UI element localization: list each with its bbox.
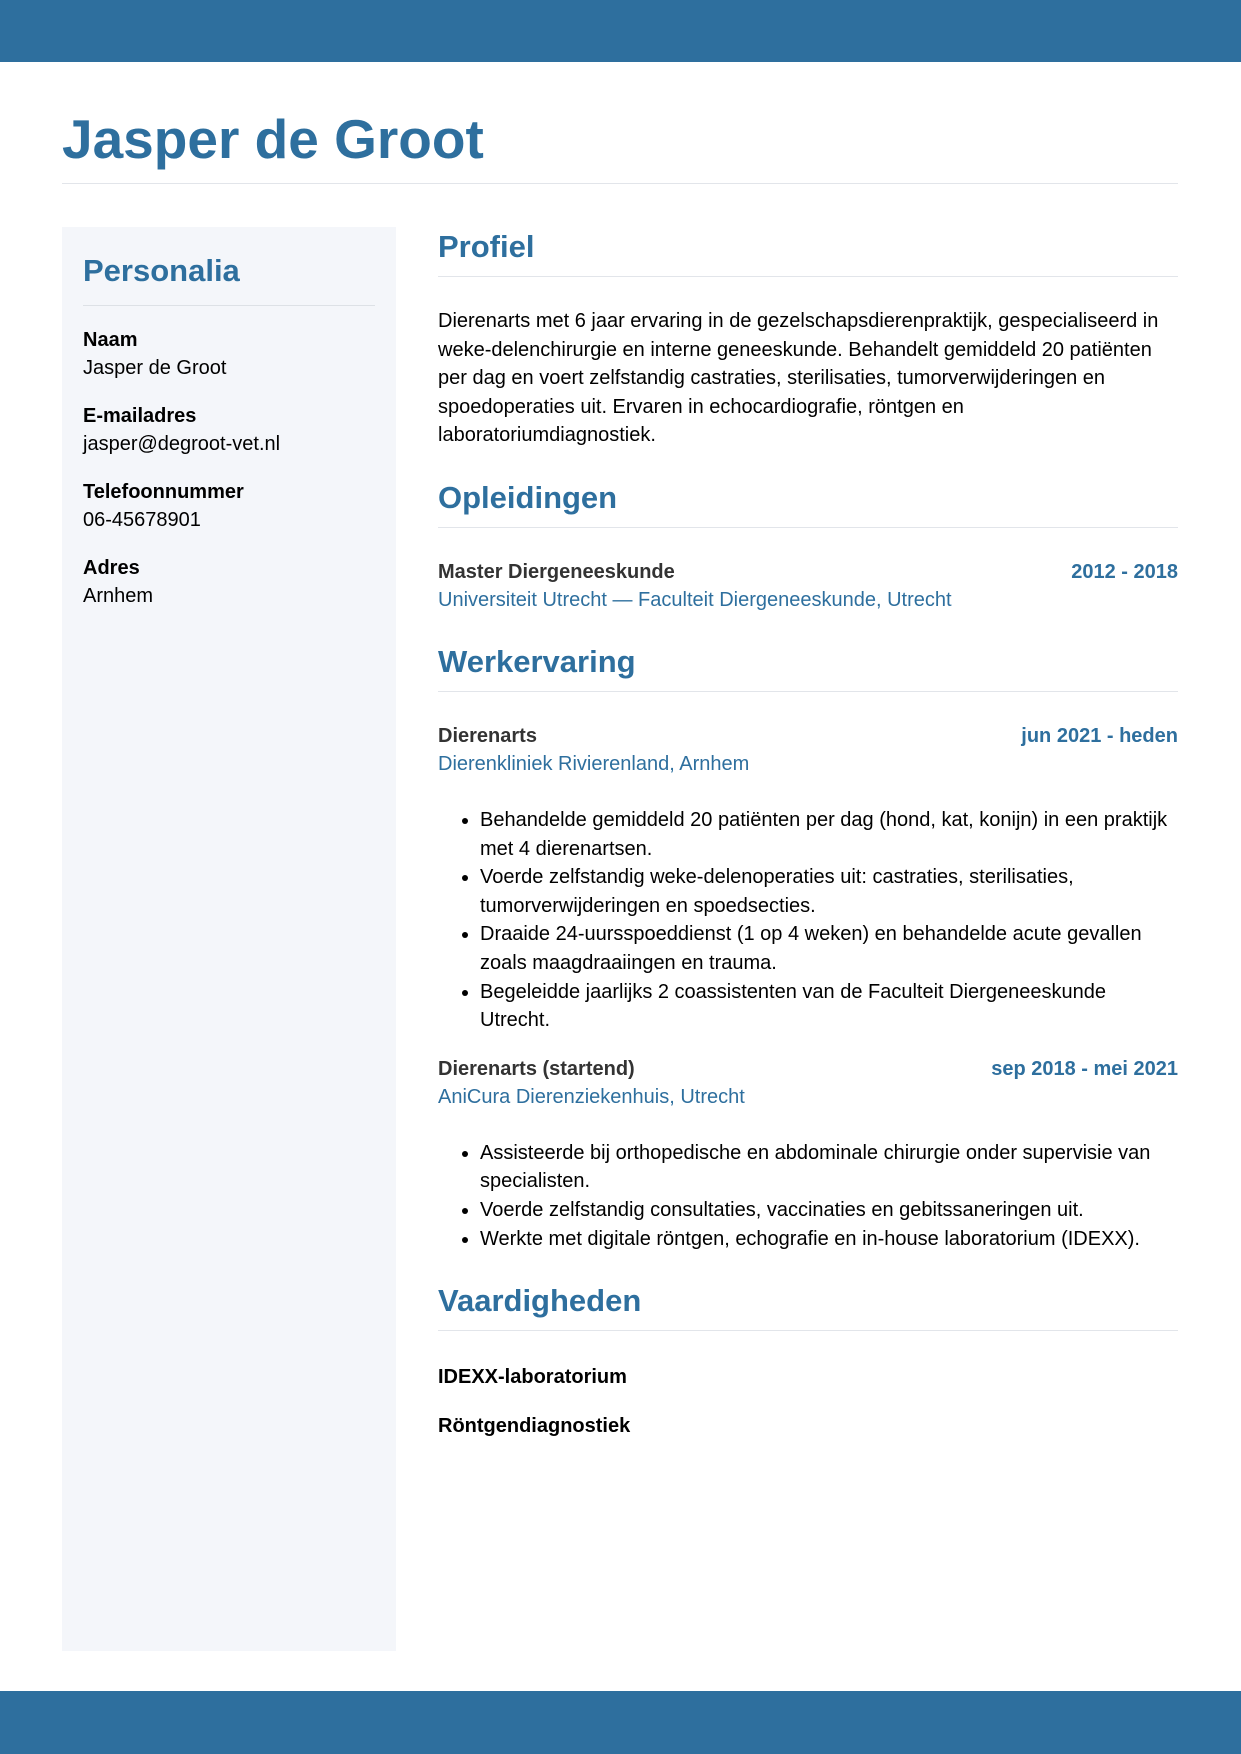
field-email [83,402,375,458]
personal-details-sidebar [62,227,396,1651]
section-title-experience: Werkervaring [438,640,1178,692]
bottom-color-band [0,1691,1241,1754]
experience-entry [438,722,1178,1035]
candidate-name: Jasper de Groot [62,108,484,170]
employer: AniCura Dierenziekenhuis, Utrecht [438,1085,745,1108]
job-bullets [438,806,1178,1035]
top-color-band [0,0,1241,62]
skill-item: Röntgendiagnostiek [438,1415,631,1438]
experience-entry [438,1055,1178,1253]
field-value: 06-45678901 [83,509,201,531]
field-value: jasper@degroot-vet.nl [83,433,281,455]
main-content [438,225,1178,1466]
sidebar-title: Personalia [83,251,375,306]
job-title: Dierenarts (startend) [438,1057,635,1080]
education-period: 2012 - 2018 [1071,560,1178,583]
field-label: Adres [83,557,140,579]
header-divider [62,183,1178,184]
section-title-skills: Vaardigheden [438,1279,1178,1331]
field-phone [83,478,375,534]
field-value: Arnhem [83,585,154,607]
job-period: sep 2018 - mei 2021 [991,1057,1178,1080]
skill-item: IDEXX-laboratorium [438,1366,627,1389]
job-bullets [438,1139,1178,1253]
field-value: Jasper de Groot [83,357,227,379]
field-label: Telefoonnummer [83,481,244,503]
field-address [83,554,375,610]
field-name [83,326,375,382]
profile-section [438,225,1178,450]
list-item: • Voerde zelfstandig consultaties, vaccinaties en gebitssaneringen uit. [480,1196,1178,1225]
experience-section [438,640,1178,1253]
profile-text: Dierenarts met 6 jaar ervaring in de gezelschapsdierenpraktijk, gespecialiseerd in weke-delenchirurgie en interne geneeskunde. Behandelt gemiddeld 20 patiënten per dag en voert zelfstandig castraties, sterilisaties, tumorverwijderingen en spoedoperaties uit. Ervaren in echocardiografie, röntgen en laboratoriumdiagnostiek. [438,310,1159,447]
skills-section [438,1279,1178,1440]
degree-title: Master Diergeneeskunde [438,560,675,583]
job-period: jun 2021 - heden [1021,724,1178,747]
list-item: • Draaide 24-uursspoeddienst (1 op 4 weken) en behandelde acute gevallen zoals maagdraaiingen en trauma. [480,920,1178,977]
field-label: Naam [83,329,138,351]
job-title: Dierenarts [438,724,537,747]
list-item: • Voerde zelfstandig weke-delenoperaties uit: castraties, sterilisaties, tumorverwijderingen en spoedsecties. [480,863,1178,920]
section-title-education: Opleidingen [438,476,1178,528]
education-entry [438,558,1178,614]
list-item: • Behandelde gemiddeld 20 patiënten per dag (hond, kat, konijn) in een praktijk met 4 dierenartsen. [480,806,1178,863]
list-item: • Werkte met digitale röntgen, echografie en in-house laboratorium (IDEXX). [480,1225,1178,1254]
section-title-profile: Profiel [438,225,1178,277]
institution: Universiteit Utrecht — Faculteit Diergeneeskunde, Utrecht [438,588,952,611]
education-section [438,476,1178,614]
list-item: • Begeleidde jaarlijks 2 coassistenten van de Faculteit Diergeneeskunde Utrecht. [480,978,1178,1035]
employer: Dierenkliniek Rivierenland, Arnhem [438,752,750,775]
list-item: • Assisteerde bij orthopedische en abdominale chirurgie onder supervisie van specialisten. [480,1139,1178,1196]
field-label: E-mailadres [83,405,197,427]
